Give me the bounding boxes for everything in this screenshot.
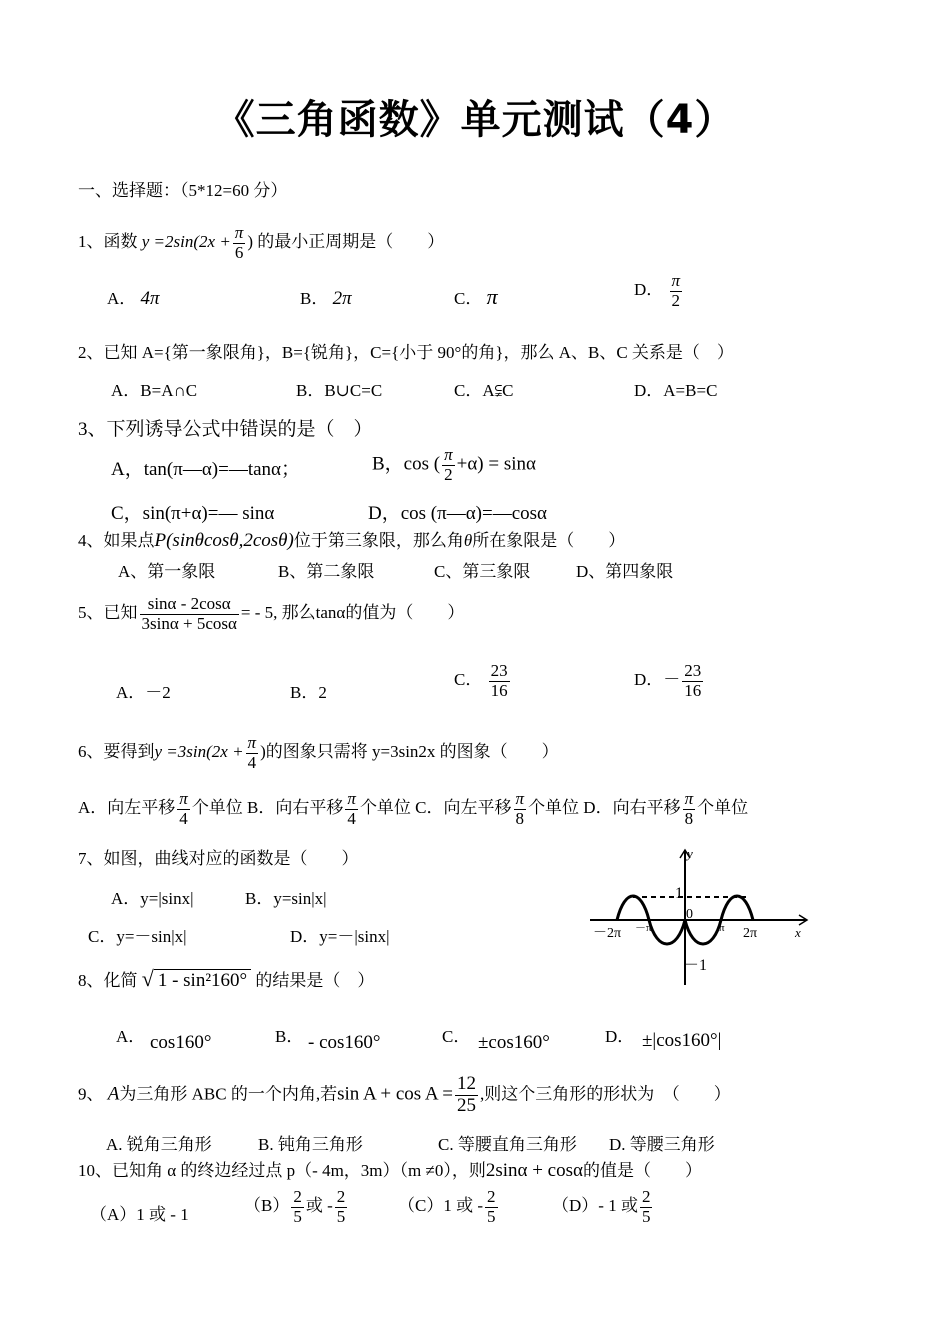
page-title: 《三角函数》单元测试（4） (214, 97, 736, 143)
q5-option-b[interactable]: B．2 (290, 683, 327, 702)
q6-options: A．向左平移 $\frac{\pi}{4}$ 个单位 B．向右平移 $\frac{\pi}{4}$ 个单位 C．向左平移 $\frac{\pi}{8}$ 个单位 D．向右平移 $\frac{\pi}{8}$ 个单位 (78, 789, 749, 828)
q6-option-d[interactable]: 个单位 D．向右平移 (528, 798, 681, 818)
2pi-label: 2π (743, 926, 758, 941)
question-10: 10、已知角 α 的终边经过点 p（- 4m，3m）（m ≠0），则2sinα + cosα的值是（ ） (78, 1160, 702, 1181)
q9-option-a[interactable]: A. 锐角三角形 (106, 1135, 212, 1154)
question-8: 8、化简 √ 1 - sin²160° 的结果是（ ） (78, 966, 375, 991)
q1-option-d[interactable]: D． $\frac{\pi}{2}$ (634, 271, 681, 310)
q2-option-b[interactable]: B．B∪C=C (296, 381, 383, 400)
x-label: x (795, 925, 801, 940)
q8-option-b[interactable]: B． (275, 1027, 304, 1046)
q10-option-b[interactable]: （B） $\frac{2}{5}$ 或 - $\frac{2}{5}$ (244, 1187, 346, 1226)
q8-option-a[interactable]: A． (116, 1027, 146, 1046)
q1-fraction: $\frac{\pi}{6}$ (234, 223, 244, 262)
q8-value-a: cos160° (150, 1032, 212, 1053)
q7-graph (585, 840, 820, 990)
question-1: 1、函数 y =2sin(2x + $\frac{\pi}{6}$ ) 的最小正周期是（ ） (78, 223, 445, 262)
question-7: 7、如图，曲线对应的函数是（ ） (78, 849, 359, 868)
q6-option-a[interactable]: A．向左平移 (78, 798, 176, 818)
q8-sqrt: 1 - sin²160° (154, 969, 251, 992)
neg-2pi-label: －2π (593, 926, 622, 941)
question-6: 6、要得到y =3sin(2x + $\frac{\pi}{4}$ )的图象只需将 y=3sin2x 的图象（ ） (78, 733, 559, 772)
q8-value-c: ±cos160° (478, 1032, 550, 1053)
q2-option-c[interactable]: C．A⫋C (454, 381, 514, 400)
q8-option-c[interactable]: C． (442, 1027, 471, 1046)
q3-option-d[interactable]: D，cos (π—α)=—cosα (368, 503, 547, 524)
q4-option-a[interactable]: A、第一象限 (118, 562, 216, 581)
q1-option-c[interactable]: C． π (454, 284, 498, 309)
q9-option-d[interactable]: D. 等腰三角形 (609, 1135, 715, 1154)
zero-label: 0 (686, 907, 693, 922)
q7-option-b[interactable]: B．y=sin|x| (245, 889, 327, 908)
q5-option-a[interactable]: A．－2 (116, 683, 171, 702)
q6-option-c[interactable]: 个单位 C．向左平移 (359, 798, 512, 818)
q8-value-b: - cos160° (308, 1032, 381, 1053)
q4-option-b[interactable]: B、第二象限 (278, 562, 375, 581)
y-label: y (687, 846, 693, 861)
q4-point: P(sinθcosθ,2cosθ) (154, 530, 294, 551)
q2-option-d[interactable]: D．A=B=C (634, 381, 718, 400)
q3-option-b[interactable]: B，cos ( $\frac{\pi}{2}$ +α) = sinα (372, 445, 536, 484)
q5-fraction: $\frac{\sin\alpha - 2\cos\alpha}{3\sin\alpha + 5\cos\alpha}$ (141, 594, 237, 633)
q3-option-c[interactable]: C，sin(π+α)=— sinα (111, 503, 275, 524)
q10-option-a[interactable]: （A）1 或 - 1 (90, 1205, 189, 1224)
q1-prefix: 1、函数 (78, 232, 138, 252)
q7-option-d[interactable]: D．y=－|sinx| (290, 927, 390, 946)
q1-formula: y =2sin(2x + (141, 232, 231, 252)
q7-option-c[interactable]: C．y=－sin|x| (88, 927, 187, 946)
q1-text: 的最小正周期是（ ） (257, 232, 445, 252)
question-3: 3、下列诱导公式中错误的是（ ） (78, 419, 373, 440)
q10-option-d[interactable]: （D）- 1 或 $\frac{2}{5}$ (552, 1187, 651, 1226)
q7-option-a[interactable]: A．y=|sinx| (111, 889, 194, 908)
pi-label: π (719, 922, 725, 934)
q9-option-c[interactable]: C. 等腰直角三角形 (438, 1135, 577, 1154)
q6-option-b[interactable]: 个单位 B．向右平移 (191, 798, 344, 818)
q2-option-a[interactable]: A．B=A∩C (111, 381, 198, 400)
q9-option-b[interactable]: B. 钝角三角形 (258, 1135, 363, 1154)
q8-value-d: ±|cos160°| (642, 1030, 722, 1051)
q1-option-b[interactable]: B． 2π (300, 288, 352, 309)
section-heading: 一、选择题：（5*12=60 分） (78, 181, 288, 200)
q4-option-d[interactable]: D、第四象限 (576, 562, 674, 581)
q10-option-c[interactable]: （C）1 或 - $\frac{2}{5}$ (398, 1187, 496, 1226)
q3-option-a[interactable]: A，tan(π—α)=—tanα； (111, 459, 301, 480)
question-2: 2、已知 A={第一象限角}，B={锐角}，C={小于 90°的角}，那么 A、B、C 关系是（ ） (78, 343, 734, 362)
one-label: 1 (675, 885, 683, 902)
neg-one-label: －1 (683, 957, 708, 974)
question-9: 9、 A为三角形 ABC 的一个内角,若sin A + cos A = $\frac{12}{25}$ ,则这个三角形的形状为 （ ） (78, 1073, 731, 1116)
q5-option-c[interactable]: C． $\frac{23}{16}$ (454, 661, 508, 700)
q1-option-a[interactable]: A． 4π (107, 288, 160, 309)
neg-pi-label: －π (635, 922, 652, 934)
q4-option-c[interactable]: C、第三象限 (434, 562, 531, 581)
q8-option-d[interactable]: D． (605, 1027, 635, 1046)
question-5: 5、已知 $\frac{\sin\alpha - 2\cos\alpha}{3\sin\alpha + 5\cos\alpha}$ = - 5, 那么tanα的值为（ ） (78, 594, 465, 633)
question-4: 4、如果点P(sinθcosθ,2cosθ)位于第三象限，那么角θ所在象限是（ ） (78, 530, 626, 551)
q5-option-d[interactable]: D．－ $\frac{23}{16}$ (634, 661, 702, 700)
